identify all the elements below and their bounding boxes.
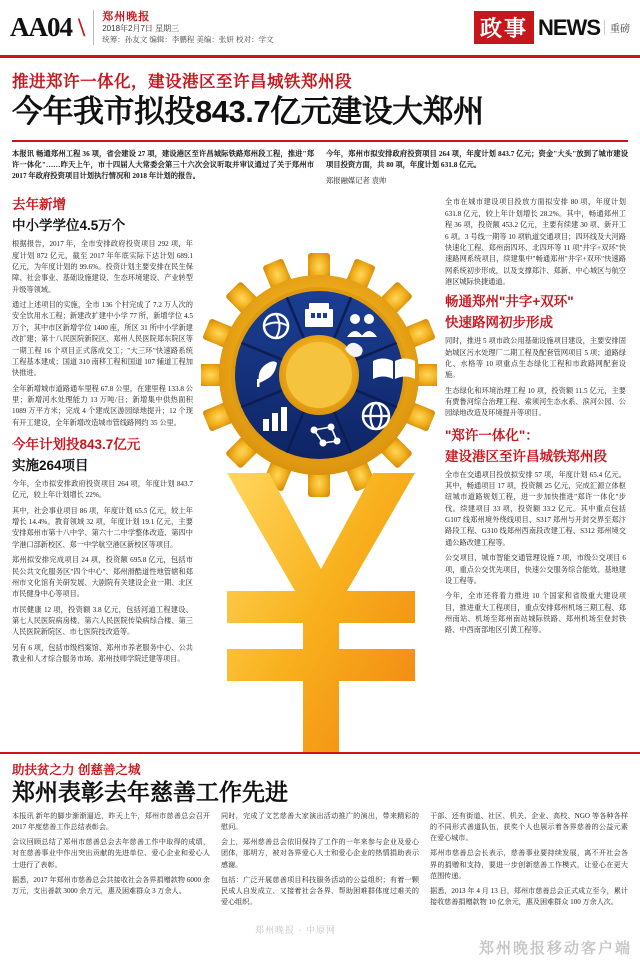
- headline-block: [0, 58, 640, 133]
- left-para-1: 根据报告，2017 年，全市安排政府投资项目 292 项，年度计划 872 亿元，截至 2017 年年底实际下达计划 689.1 亿元，为年度计划的 99.6%。投资计划主要安排在民生保障、社会事业、基础设施建设、生态环境建设、产业转型升级等领域。: [12, 240, 193, 294]
- lead-paragraph-2: 今年，郑州市拟安排政府投资项目 264 项，年度计划 843.7 亿元；资金"大头"放到了城市建设项目投资方面，共 80 项，年度计划 631.8 亿元。: [326, 148, 628, 169]
- masthead-slash-icon: \: [78, 12, 86, 42]
- charity-columns: [12, 811, 628, 912]
- subhead-left-2b: 实施264项目: [12, 458, 89, 474]
- gear-yen-illustration: [203, 191, 435, 831]
- charity-c3-p3: 据悉，2013 年 4 月 13 日，郑州市慈善总会正式成立至今，累计接收慈善捐赠款物 10 亿余元，惠及困难群众 100 万余人次。: [430, 886, 628, 906]
- right2-para-2: 公交项目，城市智能交通管理设施 7 项，市级公交项目 6 项，重点公交优先项目，快速公交服务综合能效、基地建设工程等。: [445, 554, 626, 585]
- right-para-intro: 全市在城市建设项目投放方面拟安排 80 项，年度计划 631.8 亿元，较上年计划增长 28.2%。其中，畅通郑州工程 36 项，投资额 453.2 亿元，主要有续建 30 项、新开工 6 项。3 号线一期等 10 项轨道交通项目；四环线及大河路快速化工程、郑州南四环、北四环等 11 项"井字+双环"快速路网系统项目，续建集中"畅通郑州"井字+双环"快速路网系统初步形成，以及支撑郑汴、郑新、中心城区与航空港区城际快捷通道。: [445, 198, 626, 287]
- left2-para-4: 市民健康 12 项，投资额 3.8 亿元，包括河道工程建设、第七人民医院病房楼、第六人民医院传染病综合楼、第三人民医院新院区、市七医院技改造等。: [12, 605, 193, 637]
- section-name-cn: 政事: [474, 11, 534, 44]
- charity-c1-p3: 据悉，2017 年郑州市慈善总会共接收社会各界捐赠款物 6000 余万元，支出善款 3000 余万元，惠及困难群众 3 万余人。: [12, 875, 210, 895]
- section-tag: 重磅: [604, 20, 630, 35]
- subhead-right-1: 畅通郑州"井字+双环": [445, 294, 574, 310]
- left-para-3: 全年新增城市道路通车里程 67.8 公里，在建里程 133.8 公里；新增河水处理能力 13 万吨/日；新增集中供热面积 1089 万平方米；完成 4 个建成区游园绿地提升；12 个现有开工建设，全年新增改造城市管线路网约 35 公里。: [12, 384, 193, 427]
- charity-shoulder: 助扶贫之力 创慈善之城: [12, 763, 141, 777]
- left2-para-1: 今年，全市拟安排政府投资项目 264 项，年度计划 843.7 亿元，较上年计划增长 22%。: [12, 479, 193, 500]
- subhead-right-2: "郑许一体化"：: [445, 427, 539, 443]
- subhead-right-2b: 建设港区至许昌城铁郑州段: [445, 448, 607, 464]
- lead-paragraphs: [0, 142, 640, 192]
- subhead-right-1b: 快速路网初步形成: [445, 315, 553, 331]
- column-center: [203, 197, 435, 831]
- section-badge: [474, 11, 630, 44]
- publish-date: 2018年2月7日 星期三: [102, 24, 180, 34]
- charity-col-1: [12, 811, 210, 912]
- charity-c3-p1: 干部、还有街道、社区、机关、企业、高校、NGO 等各种各样的不同形式善道队伍，获奖个人也展示着各界慈善的公益元素在爱心城市。: [430, 812, 628, 843]
- lead-col-1: [12, 148, 314, 192]
- watermark-primary: 郑州晚报移动客户端: [478, 940, 632, 957]
- lead-paragraph-1: 本报讯 畅通郑州工程 36 项，省会建设 27 项，建设港区至许昌城际铁路郑州段工程，推进"郑许一体化"……昨天上午，市十四届人大常委会第三十六次会议听取并审议通过了关于郑州市 2017 年政府投资项目计划执行情况和 2018 年计划的报告。: [12, 148, 314, 181]
- charity-c2-p3: 包括：广泛开展慈善项目科技服务活动的公益组织；有着一颗民成人自发成立、又接着社会各界、帮助困难群体度过难关的爱心组织。: [221, 875, 419, 906]
- section-name-en: NEWS: [538, 14, 600, 40]
- masthead-info: [93, 10, 273, 46]
- masthead: [0, 0, 640, 58]
- charity-section: [0, 752, 640, 962]
- column-right: [445, 197, 626, 831]
- right2-para-1: 全市在交通项目投放拟安排 57 项，年度计划 65.4 亿元。其中，畅通项目 17 项，投资额 25 亿元，完成汇源立体枢纽城市道路规划工程，进一步加快推进"郑许一体化"步伐。续建项目 33 项，投资额 33.2 亿元。其中重点包括 G107 线郑州境外绕线项目、S317 郑州与开封交界至郑汴路段工程、G310 线郑州西南段改建工程、S312 郑州境交通公路改建工程等。: [445, 470, 626, 547]
- page-title: 今年我市拟投843.7亿元建设大郑州: [12, 94, 484, 129]
- charity-c3-p2: 郑州市慈善总会长表示，慈善事业要持续发展，离不开社会各界的捐赠和支持，要进一步创新慈善工作模式，让爱心在更大范围传递。: [430, 849, 628, 880]
- charity-c2-p2: 会上，郑州慈善总会依旧保持了工作的一年来参与企业及爱心团体，那明方，被对各界爱心人士和爱心企业的热情捐助表示感谢。: [221, 838, 419, 869]
- subhead-left-1b: 中小学学位4.5万个: [12, 218, 126, 234]
- right2-para-3: 今年，全市还将着力推进 10 个国家和省级重大建设项目，推进重大工程项目，重点安排郑州机场三期工程、郑州南站、机场至郑州南站城际铁路、郑州机场至登封铁路、中西南部地区引黄工程等。: [445, 592, 626, 635]
- left2-para-2: 其中，社会事业项目 86 项，年度计划 65.5 亿元，较上年增长 14.4%。教育领域 32 项，年度计划 19.1 亿元，主要安排郑州市第十八中学、第六十二中学整体改造、第四中学港口部新校区、郑一中学航空港区新校区等项目。: [12, 506, 193, 549]
- charity-c1-p2: 会议回顾总结了郑州市慈善总会去年慈善工作中取得的成绩，对在慈善事业中作出突出贡献的先进单位、爱心企业和爱心人士进行了表彰。: [12, 838, 210, 869]
- lead-col-2: [326, 148, 628, 192]
- body-columns: [0, 191, 640, 831]
- charity-c1-p1: 本报讯 新年的脚步渐渐逼近，昨天上午，郑州市慈善总会召开 2017 年度慈善工作总结表彰会。: [12, 812, 210, 832]
- charity-c2-p1: 同时，完成了文艺慈善大家演出活动推广的演出，带来精彩的慰问。: [221, 812, 419, 832]
- editor-credits: 统筹：孙友文 编辑：李鹏程 美编：张妍 校对：学文: [102, 35, 274, 45]
- right-para-3: 生态绿化和环境治理工程 10 项，投资额 11.5 亿元，主要有贾鲁河综合治理工程、索须河生态水系、滨河公园、公园绿地改造及环境提升等项目。: [445, 386, 626, 418]
- column-left: [12, 197, 193, 831]
- right-para-2: 同时，推进 5 项市政公用基础设施项目建设，主要安排固始城区污水处理厂二期工程及配套管网项目 5 项；道路绿化、水格等 10 项重点生态绿化工程和市政路网配套设施。: [445, 337, 626, 380]
- charity-col-3: [430, 811, 628, 912]
- left2-para-3: 郑州拟安排完成项目 24 项，投资额 695.8 亿元，包括市民公共文化服务区"四个中心"、郑州滑酷道性地管辖和郑州市文化馆有关研发展、大剧院有关建设企业一期、北区市民健身中心等项目。: [12, 556, 193, 599]
- subhead-left-1: 去年新增: [12, 197, 66, 213]
- page-code: AA04: [10, 12, 72, 42]
- gear-icon: [201, 253, 437, 503]
- paper-name: 郑州晚报: [102, 10, 151, 23]
- left-para-2: 通过上述项目的实施，全市 136 个村完成了 7.2 万人次的安全饮用水工程；新建改扩建中小学 77 所，新增学位 4.5 万个，其中市区新增学位 1400 座，所区 31 所中小学新建改扩建；第十八民医院新院区、郑州人民医院郑东院区等一期工程 16 个项目正式落成交工；"大三环"快速路系统工程基本建成；国道 310 南移工程和国道 107 辅道工程加快推进。: [12, 301, 193, 378]
- charity-col-2: [221, 811, 419, 912]
- byline: 郑报融媒记者 袁帅: [326, 176, 387, 186]
- headline-shoulder: 推进郑许一体化，建设港区至许昌城铁郑州段: [12, 73, 352, 91]
- left2-para-5: 另有 6 项，包括市级档案馆、郑州市养老服务中心、公共教业和人才综合服务市场、郑州技师学院迁建等项目。: [12, 643, 193, 664]
- charity-title: 郑州表彰去年慈善工作先进: [12, 779, 288, 805]
- subhead-left-2: 今年计划投843.7亿元: [12, 437, 141, 453]
- watermark-secondary: 郑州晚报 · 中原网: [255, 925, 336, 935]
